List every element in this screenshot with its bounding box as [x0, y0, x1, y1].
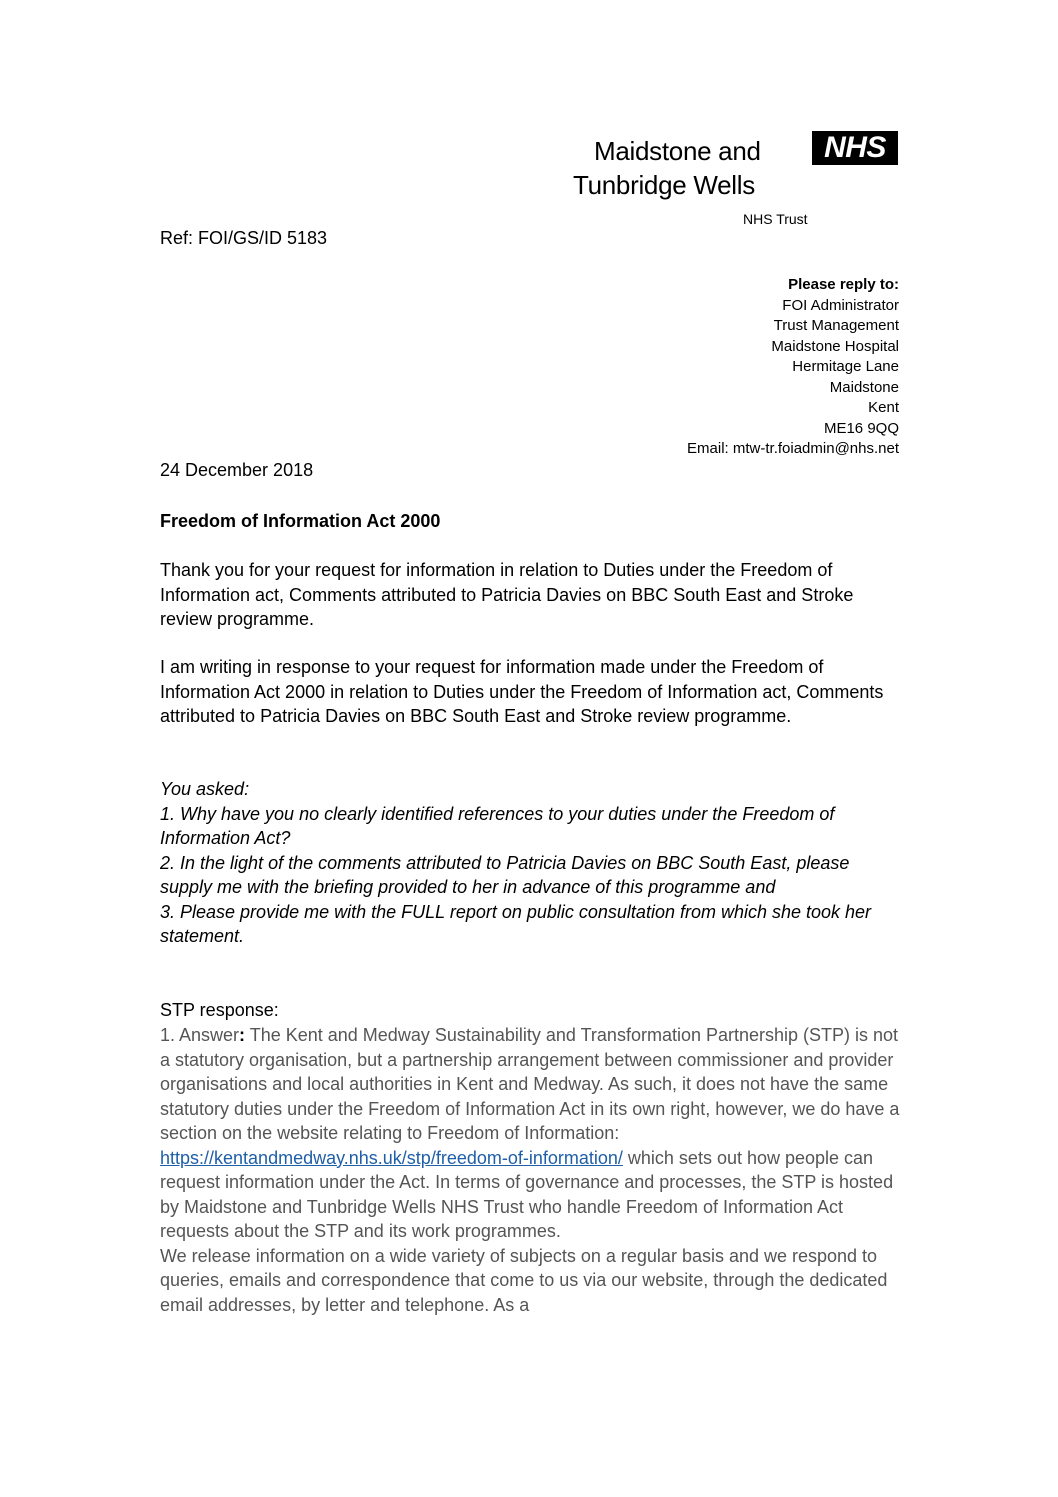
- reply-heading: Please reply to:: [788, 276, 899, 293]
- reply-line: ME16 9QQ: [823, 419, 899, 437]
- stp-answer: [160, 1023, 900, 1317]
- reply-line: Maidstone Hospital: [771, 337, 899, 355]
- letter-date: 24 December 2018: [160, 460, 314, 480]
- response-intro-paragraph: I am writing in response to your request for information made under the Freedom of Information Act 2000 in relation to Duties under the Freedom of Information act, Comments attributed to Patricia Davies on BBC South East and Stroke review programme.: [160, 657, 884, 726]
- foi-website-link[interactable]: https://kentandmedway.nhs.uk/stp/freedom-of-information/: [160, 1147, 623, 1168]
- answer-text-part2: which sets out how people can request information under the Act. In terms of governance and processes, the STP is hosted by Maidstone and Tunbridge Wells NHS Trust who handle Freedom of Information Act requests about the STP and its work programmes.: [160, 1147, 894, 1241]
- logo-line-trust: NHS Trust: [743, 211, 808, 227]
- asked-intro: You asked:: [160, 779, 250, 799]
- answer-paragraph-1: [160, 1023, 900, 1244]
- answer-text-part1: The Kent and Medway Sustainability and Transformation Partnership (STP) is not a statutory organisation, but a partnership arrangement between commissioner and provider organisations and local authorities in Kent and Medway. As such, it does not have the same statutory duties under the Freedom of Information Act in its own right, however, we do have a section on the website relating to Freedom of Information:: [160, 1025, 900, 1143]
- logo-line-maidstone: Maidstone and: [594, 136, 761, 166]
- nhs-logo-badge: NHS: [812, 131, 898, 165]
- question-item: 1. Why have you no clearly identified references to your duties under the Freedom of Information Act?: [160, 803, 835, 848]
- trust-logo: [570, 130, 900, 230]
- reference-number: Ref: FOI/GS/ID 5183: [160, 228, 328, 248]
- question-item: 3. Please provide me with the FULL report on public consultation from which she took her statement.: [160, 901, 872, 946]
- question-item: 2. In the light of the comments attributed to Patricia Davies on BBC South East, please supply me with the briefing provided to her in advance of this programme and: [160, 852, 850, 897]
- request-questions: [160, 777, 900, 949]
- answer-paragraph-2: We release information on a wide variety of subjects on a regular basis and we respond to queries, emails and correspondence that come to us via our website, through the dedicated email addresses, by letter and telephone. As a: [160, 1245, 888, 1315]
- reply-line: Hermitage Lane: [792, 358, 899, 375]
- reply-line: Maidstone: [829, 378, 899, 396]
- reply-line: Trust Management: [773, 317, 899, 334]
- reply-line: FOI Administrator: [782, 296, 899, 314]
- stp-response-heading: STP response:: [160, 1000, 279, 1020]
- act-title: Freedom of Information Act 2000: [160, 511, 441, 531]
- reply-address-block: [499, 275, 899, 460]
- reply-email: Email: mtw-tr.foiadmin@nhs.net: [687, 440, 899, 457]
- reply-line: Kent: [868, 399, 899, 416]
- logo-line-tunbridge: Tunbridge Wells: [573, 170, 755, 200]
- answer-label: 1. Answer: [160, 1025, 240, 1045]
- answer-colon: :: [239, 1025, 246, 1045]
- thank-you-paragraph: Thank you for your request for information in relation to Duties under the Freedom of Information act, Comments attributed to Patricia Davies on BBC South East and Stroke review programme.: [160, 560, 854, 629]
